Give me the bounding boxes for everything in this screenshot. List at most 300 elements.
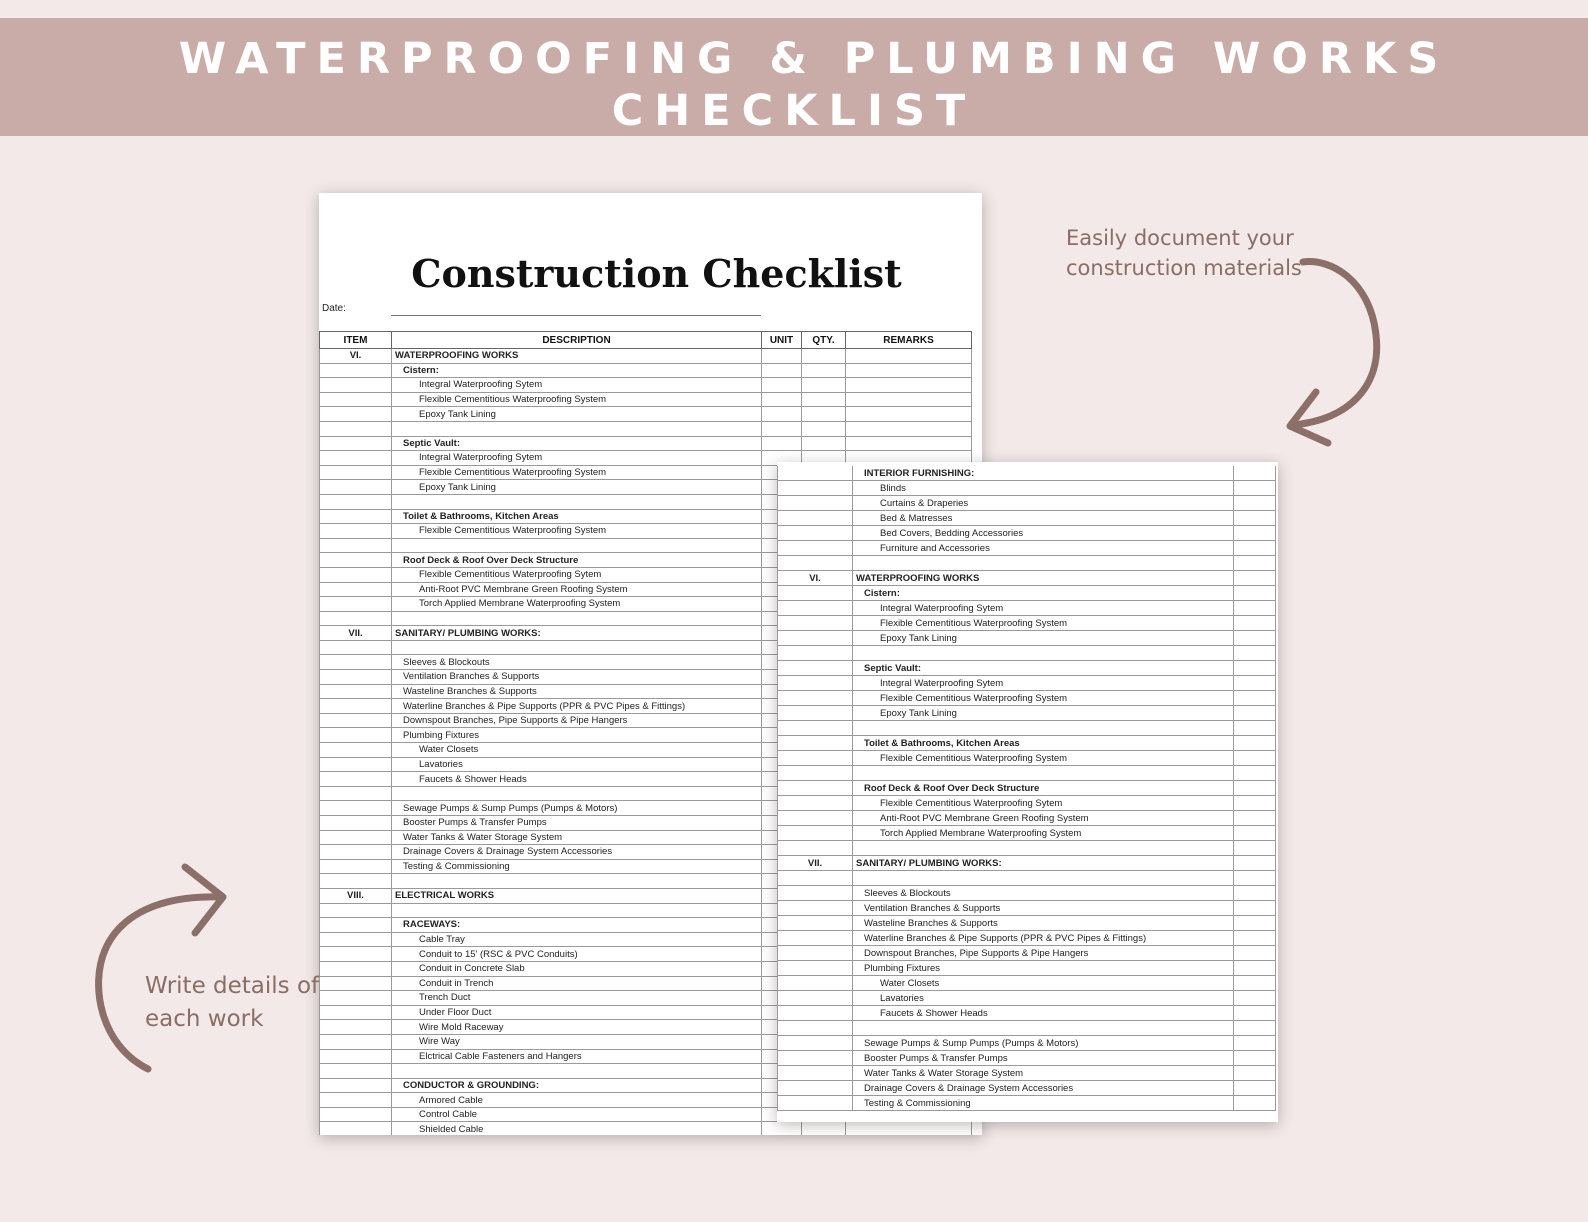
unit-cell[interactable]: [1233, 841, 1276, 855]
remarks-cell[interactable]: [845, 378, 972, 392]
description-text: Epoxy Tank Lining: [880, 707, 957, 719]
description-cell: [391, 407, 761, 421]
description-text: Septic Vault:: [403, 437, 461, 449]
qty-cell[interactable]: [801, 437, 845, 451]
description-cell: [852, 706, 1233, 720]
table-row: [777, 871, 1276, 886]
unit-cell[interactable]: [1233, 871, 1276, 885]
description-text: Drainage Covers & Drainage System Accessories: [403, 846, 613, 858]
unit-cell[interactable]: [1233, 511, 1276, 525]
description-text: Booster Pumps & Transfer Pumps: [864, 1052, 1008, 1064]
remarks-cell[interactable]: [845, 393, 972, 407]
item-number-cell: [319, 407, 391, 421]
unit-cell[interactable]: [1233, 931, 1276, 945]
curved-arrow-up-right-icon: [80, 855, 250, 1085]
item-number-cell: [777, 736, 852, 750]
table-row: [777, 1081, 1276, 1096]
unit-cell[interactable]: [1233, 571, 1276, 585]
item-number-cell: [319, 568, 391, 582]
description-cell: [391, 728, 761, 742]
description-cell: [852, 541, 1233, 555]
description-text: RACEWAYS:: [403, 919, 461, 931]
qty-cell[interactable]: [801, 378, 845, 392]
description-text: Epoxy Tank Lining: [880, 632, 957, 644]
unit-cell[interactable]: [1233, 481, 1276, 495]
item-number-cell: [777, 601, 852, 615]
unit-cell[interactable]: [1233, 586, 1276, 600]
item-number-cell: [777, 751, 852, 765]
description-cell: [391, 539, 761, 553]
table-row: [777, 601, 1276, 616]
description-text: Lavatories: [880, 992, 924, 1004]
description-cell: [852, 826, 1233, 840]
table-row: [319, 393, 972, 408]
description-text: Ventilation Branches & Supports: [864, 902, 1001, 914]
unit-cell[interactable]: [1233, 631, 1276, 645]
description-text: Faucets & Shower Heads: [419, 773, 527, 785]
item-number-cell: [319, 524, 391, 538]
description-text: Armored Cable: [419, 1094, 483, 1106]
table-row: [319, 407, 972, 422]
note-line: each work: [145, 1006, 264, 1032]
table-row: [777, 616, 1276, 631]
note-line: construction materials: [1066, 256, 1302, 280]
item-number-cell: [777, 946, 852, 960]
unit-cell[interactable]: [1233, 541, 1276, 555]
unit-cell[interactable]: [1233, 916, 1276, 930]
unit-cell[interactable]: [1233, 601, 1276, 615]
unit-cell[interactable]: [1233, 751, 1276, 765]
description-text: Conduit to 15' (RSC & PVC Conduits): [419, 948, 578, 960]
item-number-cell: [777, 466, 852, 480]
description-text: Anti-Root PVC Membrane Green Roofing System: [880, 812, 1089, 824]
remarks-cell[interactable]: [845, 349, 972, 363]
description-cell: [852, 601, 1233, 615]
item-number-cell: [777, 661, 852, 675]
unit-cell[interactable]: [1233, 796, 1276, 810]
item-number-cell: [319, 451, 391, 465]
unit-cell[interactable]: [1233, 661, 1276, 675]
table-row: [777, 811, 1276, 826]
description-text: Flexible Cementitious Waterproofing System: [419, 394, 607, 406]
description-cell: [391, 364, 761, 378]
item-number-cell: [319, 1035, 391, 1049]
description-cell: [391, 685, 761, 699]
item-number-cell: [319, 801, 391, 815]
item-number-cell: [777, 586, 852, 600]
description-text: Conduit in Trench: [419, 977, 494, 989]
description-text: Wasteline Branches & Supports: [403, 685, 537, 697]
description-cell: [391, 1108, 761, 1122]
description-cell: [391, 904, 761, 918]
table-header: [319, 331, 972, 349]
unit-cell[interactable]: [1233, 556, 1276, 570]
unit-cell[interactable]: [1233, 691, 1276, 705]
unit-cell[interactable]: [761, 393, 801, 407]
item-number-cell: [319, 612, 391, 626]
description-cell: [852, 646, 1233, 660]
description-cell: [391, 816, 761, 830]
item-number-cell: [777, 826, 852, 840]
description-text: Torch Applied Membrane Waterproofing System: [419, 598, 621, 610]
item-number-cell: [319, 699, 391, 713]
description-text: Faucets & Shower Heads: [880, 1007, 988, 1019]
item-number-cell: [777, 541, 852, 555]
item-number-cell: [777, 871, 852, 885]
description-text: Furniture and Accessories: [880, 542, 990, 554]
unit-cell[interactable]: [1233, 826, 1276, 840]
curved-arrow-down-icon: [1270, 250, 1400, 460]
unit-cell[interactable]: [1233, 781, 1276, 795]
unit-cell[interactable]: [1233, 1021, 1276, 1035]
description-cell: [852, 466, 1233, 480]
description-text: Cistern:: [403, 364, 439, 376]
description-text: Cable Tray: [419, 934, 465, 946]
description-cell: [852, 691, 1233, 705]
description-cell: [852, 886, 1233, 900]
description-cell: [391, 349, 761, 363]
item-number-cell: [777, 811, 852, 825]
header-banner: [0, 18, 1588, 136]
table-row: [777, 916, 1276, 931]
description-text: Sleeves & Blockouts: [403, 656, 490, 668]
qty-cell[interactable]: [801, 407, 845, 421]
item-number-cell: [319, 787, 391, 801]
unit-cell[interactable]: [1233, 1096, 1276, 1110]
description-cell: [391, 1050, 761, 1064]
item-number-cell: [319, 991, 391, 1005]
banner-title-line-2: CHECKLIST: [611, 86, 977, 136]
item-number-cell: [319, 1064, 391, 1078]
item-number-cell: [319, 758, 391, 772]
description-cell: [391, 772, 761, 786]
item-number-cell: [319, 728, 391, 742]
unit-cell[interactable]: [1233, 1066, 1276, 1080]
description-cell: [852, 946, 1233, 960]
table-row: [777, 526, 1276, 541]
description-cell: [391, 466, 761, 480]
description-cell: [852, 721, 1233, 735]
date-label: Date:: [322, 303, 346, 314]
unit-cell[interactable]: [761, 378, 801, 392]
table-row: [319, 378, 972, 393]
item-number-cell: [319, 364, 391, 378]
item-number-cell: VIII.: [319, 889, 391, 903]
item-number-cell: [319, 977, 391, 991]
description-cell: [391, 495, 761, 509]
item-number-cell: [777, 511, 852, 525]
description-cell: [852, 511, 1233, 525]
description-cell: [391, 655, 761, 669]
unit-cell[interactable]: [761, 364, 801, 378]
description-cell: [391, 831, 761, 845]
unit-cell[interactable]: [1233, 526, 1276, 540]
item-number-cell: [319, 1122, 391, 1135]
item-number-cell: [777, 1051, 852, 1065]
item-number-cell: [319, 495, 391, 509]
description-cell: [391, 918, 761, 932]
description-cell: [852, 631, 1233, 645]
item-number-cell: [319, 933, 391, 947]
unit-cell[interactable]: [1233, 646, 1276, 660]
description-text: Control Cable: [419, 1109, 478, 1121]
description-text: Flexible Cementitious Waterproofing System: [419, 467, 607, 479]
item-number-cell: [777, 1021, 852, 1035]
description-text: CONDUCTOR & GROUNDING:: [403, 1079, 539, 1091]
item-number-cell: [319, 422, 391, 436]
table-row: [777, 961, 1276, 976]
description-text: Sewage Pumps & Sump Pumps (Pumps & Motors): [864, 1037, 1079, 1049]
checklist-table-page-2: [777, 466, 1276, 1111]
qty-cell[interactable]: [801, 422, 845, 436]
description-cell: [391, 393, 761, 407]
table-row: [777, 466, 1276, 481]
item-number-cell: [319, 553, 391, 567]
table-row: [777, 496, 1276, 511]
description-cell: [852, 901, 1233, 915]
unit-cell[interactable]: [1233, 1081, 1276, 1095]
description-cell: [391, 510, 761, 524]
table-row: [777, 481, 1276, 496]
item-number-cell: [777, 1066, 852, 1080]
item-number-cell: [777, 841, 852, 855]
description-cell: [391, 714, 761, 728]
unit-cell[interactable]: [761, 1122, 801, 1135]
item-number-cell: [319, 597, 391, 611]
description-cell: [852, 961, 1233, 975]
unit-cell[interactable]: [1233, 976, 1276, 990]
unit-cell[interactable]: [761, 407, 801, 421]
description-cell: [391, 524, 761, 538]
item-number-cell: [319, 466, 391, 480]
item-number-cell: [777, 991, 852, 1005]
column-header-item: ITEM: [319, 332, 391, 348]
description-text: SANITARY/ PLUMBING WORKS:: [395, 627, 541, 639]
unit-cell[interactable]: [1233, 856, 1276, 870]
qty-cell[interactable]: [801, 1122, 845, 1135]
unit-cell[interactable]: [1233, 706, 1276, 720]
unit-cell[interactable]: [1233, 946, 1276, 960]
description-text: Cistern:: [864, 587, 900, 599]
description-cell: [852, 751, 1233, 765]
remarks-cell[interactable]: [845, 437, 972, 451]
unit-cell[interactable]: [1233, 616, 1276, 630]
description-text: Sleeves & Blockouts: [864, 887, 951, 899]
item-number-cell: [777, 1006, 852, 1020]
table-row: [777, 676, 1276, 691]
table-row: [777, 826, 1276, 841]
item-number-cell: [777, 916, 852, 930]
description-text: Water Tanks & Water Storage System: [864, 1067, 1024, 1079]
item-number-cell: [777, 481, 852, 495]
description-cell: [852, 871, 1233, 885]
remarks-cell[interactable]: [845, 1122, 972, 1135]
description-text: Flexible Cementitious Waterproofing Sytem: [880, 797, 1063, 809]
item-number-cell: VII.: [319, 626, 391, 640]
description-text: Toilet & Bathrooms, Kitchen Areas: [864, 737, 1020, 749]
description-text: Epoxy Tank Lining: [419, 408, 496, 420]
table-row: [777, 1096, 1276, 1111]
description-cell: [391, 977, 761, 991]
item-number-cell: [777, 496, 852, 510]
description-text: Plumbing Fixtures: [864, 962, 941, 974]
description-text: ELECTRICAL WORKS: [395, 890, 495, 902]
unit-cell[interactable]: [1233, 766, 1276, 780]
item-number-cell: [777, 646, 852, 660]
item-number-cell: [319, 510, 391, 524]
table-row: [777, 706, 1276, 721]
table-row: [777, 1051, 1276, 1066]
description-cell: [391, 1079, 761, 1093]
description-cell: [391, 612, 761, 626]
table-row: [777, 646, 1276, 661]
description-cell: [852, 736, 1233, 750]
unit-cell[interactable]: [1233, 496, 1276, 510]
remarks-cell[interactable]: [845, 407, 972, 421]
description-text: Water Closets: [880, 977, 940, 989]
description-text: Downspout Branches, Pipe Supports & Pipe Hangers: [864, 947, 1089, 959]
table-row: [777, 571, 1276, 586]
unit-cell[interactable]: [1233, 901, 1276, 915]
banner-title-line-1: WATERPROOFING & PLUMBING WORKS: [178, 34, 1450, 84]
description-text: Wire Way: [419, 1036, 460, 1048]
description-text: Lavatories: [419, 758, 463, 770]
description-text: Integral Waterproofing Sytem: [419, 452, 543, 464]
unit-cell[interactable]: [1233, 1036, 1276, 1050]
remarks-cell[interactable]: [845, 422, 972, 436]
description-cell: [852, 916, 1233, 930]
unit-cell[interactable]: [1233, 676, 1276, 690]
qty-cell[interactable]: [801, 393, 845, 407]
item-number-cell: [319, 437, 391, 451]
table-row: [777, 661, 1276, 676]
unit-cell[interactable]: [1233, 811, 1276, 825]
item-number-cell: [319, 831, 391, 845]
unit-cell[interactable]: [1233, 466, 1276, 480]
item-number-cell: [319, 539, 391, 553]
item-number-cell: [777, 526, 852, 540]
description-text: Ventilation Branches & Supports: [403, 671, 540, 683]
description-text: Bed & Matresses: [880, 512, 953, 524]
item-number-cell: [319, 378, 391, 392]
table-row: [777, 1066, 1276, 1081]
item-number-cell: [319, 1108, 391, 1122]
unit-cell[interactable]: [1233, 1051, 1276, 1065]
item-number-cell: [319, 670, 391, 684]
item-number-cell: [777, 706, 852, 720]
description-cell: [391, 845, 761, 859]
description-text: Flexible Cementitious Waterproofing System: [880, 752, 1068, 764]
description-text: Blinds: [880, 482, 906, 494]
description-cell: [391, 874, 761, 888]
description-cell: [391, 626, 761, 640]
description-text: Flexible Cementitious Waterproofing System: [419, 525, 607, 537]
column-header-description: DESCRIPTION: [391, 332, 761, 348]
item-number-cell: [777, 901, 852, 915]
qty-cell[interactable]: [801, 349, 845, 363]
description-cell: [391, 743, 761, 757]
description-text: Epoxy Tank Lining: [419, 481, 496, 493]
description-text: Trench Duct: [419, 992, 471, 1004]
description-cell: [391, 787, 761, 801]
unit-cell[interactable]: [1233, 736, 1276, 750]
item-number-cell: VII.: [777, 856, 852, 870]
description-cell: [391, 1035, 761, 1049]
description-text: Flexible Cementitious Waterproofing System: [880, 692, 1068, 704]
item-number-cell: [319, 918, 391, 932]
unit-cell[interactable]: [1233, 1006, 1276, 1020]
table-row: [777, 886, 1276, 901]
date-field[interactable]: [391, 315, 761, 316]
item-number-cell: [777, 976, 852, 990]
description-cell: [852, 976, 1233, 990]
description-cell: [391, 568, 761, 582]
unit-cell[interactable]: [1233, 721, 1276, 735]
description-cell: [852, 496, 1233, 510]
unit-cell[interactable]: [761, 422, 801, 436]
unit-cell[interactable]: [761, 349, 801, 363]
unit-cell[interactable]: [1233, 886, 1276, 900]
note-document-materials: [1066, 223, 1302, 283]
unit-cell[interactable]: [761, 437, 801, 451]
unit-cell[interactable]: [1233, 961, 1276, 975]
remarks-cell[interactable]: [845, 364, 972, 378]
item-number-cell: [319, 772, 391, 786]
item-number-cell: VI.: [777, 571, 852, 585]
table-row: [777, 736, 1276, 751]
description-text: Shielded Cable: [419, 1123, 484, 1135]
description-cell: [391, 670, 761, 684]
description-cell: [391, 962, 761, 976]
item-number-cell: [777, 766, 852, 780]
qty-cell[interactable]: [801, 364, 845, 378]
description-text: Wasteline Branches & Supports: [864, 917, 998, 929]
description-cell: [852, 1021, 1233, 1035]
description-text: Integral Waterproofing Sytem: [419, 379, 543, 391]
table-row: [777, 586, 1276, 601]
description-cell: [852, 766, 1233, 780]
description-cell: [852, 616, 1233, 630]
description-cell: [391, 1006, 761, 1020]
description-text: Flexible Cementitious Waterproofing System: [880, 617, 1068, 629]
description-text: Integral Waterproofing Sytem: [880, 677, 1004, 689]
item-number-cell: VI.: [319, 349, 391, 363]
table-row: [777, 511, 1276, 526]
item-number-cell: [777, 631, 852, 645]
item-number-cell: [777, 1081, 852, 1095]
table-row: [319, 422, 972, 437]
description-cell: [852, 586, 1233, 600]
table-row: [777, 751, 1276, 766]
item-number-cell: [319, 583, 391, 597]
description-text: Flexible Cementitious Waterproofing Sytem: [419, 569, 602, 581]
item-number-cell: [319, 860, 391, 874]
note-line: Write details of: [145, 973, 320, 999]
item-number-cell: [777, 886, 852, 900]
description-cell: [852, 481, 1233, 495]
description-cell: [852, 781, 1233, 795]
unit-cell[interactable]: [1233, 991, 1276, 1005]
item-number-cell: [319, 641, 391, 655]
description-text: Testing & Commissioning: [403, 861, 510, 873]
item-number-cell: [777, 931, 852, 945]
description-cell: [852, 1051, 1233, 1065]
table-row: [777, 1006, 1276, 1021]
description-cell: [391, 583, 761, 597]
description-cell: [852, 676, 1233, 690]
description-cell: [391, 1093, 761, 1107]
description-cell: [852, 661, 1233, 675]
